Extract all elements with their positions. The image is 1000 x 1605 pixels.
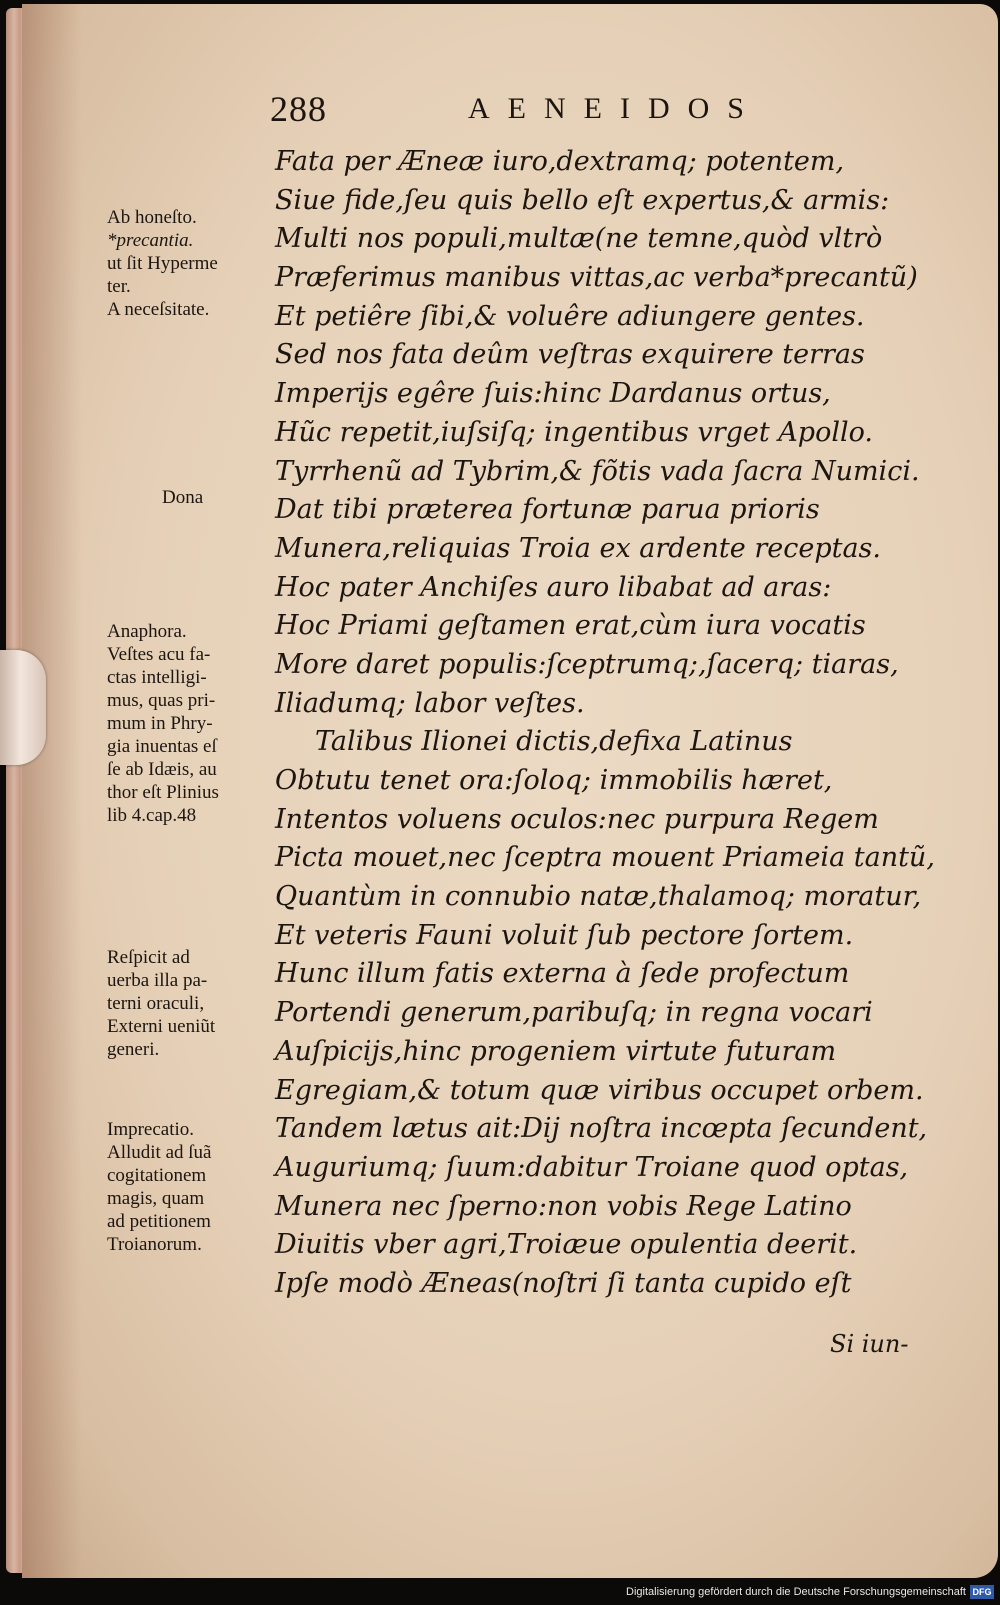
catchword: Si iun- bbox=[830, 1330, 909, 1358]
verse-line: Intentos voluens oculos:nec purpura Regem bbox=[275, 803, 879, 835]
verse-line: Munera nec ſperno:non vobis Rege Latino bbox=[275, 1190, 852, 1222]
verse-line: Quantùm in connubio natæ,thalamoq; moratur, bbox=[275, 881, 922, 913]
margin-note-line: cogitationem bbox=[107, 1165, 207, 1186]
verse-line: Imperijs egêre ſuis:hinc Dardanus ortus, bbox=[275, 378, 831, 410]
verse-line: Obtutu tenet ora:ſoloq; immobilis hæret, bbox=[275, 765, 833, 796]
margin-note-line: Veſtes acu fa- bbox=[107, 644, 211, 665]
margin-note-anaphora bbox=[107, 620, 275, 827]
verse-line: Auguriumq; ſuum:dabitur Troiane quod optas, bbox=[275, 1151, 909, 1183]
verse-line: Hũc repetit,iuſsiſq; ingentibus vrget Apollo. bbox=[275, 416, 873, 448]
page-number: 288 bbox=[270, 89, 327, 129]
verse-line: Multi nos populi,multæ(ne temne,quòd vltrò bbox=[275, 223, 883, 255]
margin-note-line: terni oraculi, bbox=[107, 993, 205, 1014]
margin-note-line: Ab honeſto. bbox=[107, 207, 197, 228]
margin-note-line: Troianorum. bbox=[107, 1234, 202, 1255]
verse-line: Diuitis vber agri,Troiæue opulentia deerit. bbox=[275, 1229, 858, 1261]
running-head bbox=[270, 88, 810, 134]
verse-line: Et veteris Fauni voluit ſub pectore ſortem. bbox=[275, 919, 854, 951]
margin-note-line: gia inuentas eſ bbox=[107, 736, 217, 757]
margin-note-dona bbox=[162, 486, 330, 509]
verse-line: Ipſe modò Æneas(noſtri ſi tanta cupido eſt bbox=[275, 1267, 852, 1299]
verse-line: Hoc pater Anchiſes auro libabat ad aras: bbox=[275, 571, 832, 603]
margin-note-line: lib 4.cap.48 bbox=[107, 805, 197, 826]
margin-note-line: ctas intelligi- bbox=[107, 667, 207, 688]
book-clasp bbox=[0, 650, 46, 765]
verse-line: More daret populis:ſceptrumq;,ſacerq; tiaras, bbox=[275, 648, 899, 680]
margin-note-line: ut ſit Hyperme bbox=[107, 253, 218, 274]
verse-line: Picta mouet,nec ſceptra mouent Priameia tantũ, bbox=[275, 842, 935, 874]
verse-line: Auſpicijs,hinc progeniem virtute futuram bbox=[275, 1035, 837, 1067]
margin-note-imprecatio bbox=[107, 1118, 275, 1256]
verse-line: Talibus Ilionei dictis,defixa Latinus bbox=[315, 726, 793, 758]
margin-note-line: thor eſt Plinius bbox=[107, 782, 219, 803]
margin-note-line: ſe ab Idæis, au bbox=[107, 759, 217, 780]
margin-note-respicit bbox=[107, 946, 275, 1061]
verse-line: Tyrrhenũ ad Tybrim,& fõtis vada ſacra Numici. bbox=[275, 455, 920, 487]
margin-note-ab-honesto bbox=[107, 206, 275, 321]
margin-note-line: Anaphora. bbox=[107, 621, 187, 642]
verse-line: Sed nos fata deûm veſtras exquirere terras bbox=[275, 339, 865, 371]
margin-note-line: magis, quam bbox=[107, 1188, 205, 1209]
verse-line: Et petiêre ſibi,& voluêre adiungere gentes. bbox=[275, 300, 865, 332]
digitization-footer bbox=[0, 1580, 1000, 1605]
margin-note-line: ad petitionem bbox=[107, 1211, 211, 1232]
margin-note-line: Dona bbox=[162, 487, 204, 508]
margin-note-line: ter. bbox=[107, 276, 131, 297]
verse-line: Munera,reliquias Troia ex ardente receptas. bbox=[275, 532, 881, 564]
margin-note-line: Alludit ad ſuã bbox=[107, 1142, 212, 1163]
verse-text bbox=[275, 143, 955, 1304]
margin-note-line: A neceſsitate. bbox=[107, 299, 210, 320]
verse-line: Siue fide,ſeu quis bello eſt expertus,& armis: bbox=[275, 184, 890, 216]
verse-line: Tandem lætus ait:Dij noſtra incœpta ſecundent, bbox=[275, 1113, 928, 1145]
margin-note-line: Reſpicit ad bbox=[107, 947, 190, 968]
verse-line: Fata per Æneæ iuro,dextramq; potentem, bbox=[275, 146, 845, 177]
verse-line: Hunc illum fatis externa à ſede profectum bbox=[275, 958, 850, 990]
margin-note-line: Externi ueniũt bbox=[107, 1016, 216, 1037]
verse-line: Præferimus manibus vittas,ac verba*precantũ) bbox=[275, 262, 918, 294]
verse-line: Dat tibi præterea fortunæ parua prioris bbox=[275, 494, 820, 526]
verse-line: Portendi generum,paribuſq; in regna vocari bbox=[275, 997, 873, 1029]
dfg-logo: DFG bbox=[970, 1585, 994, 1599]
verse-line: Egregiam,& totum quæ viribus occupet orbem. bbox=[275, 1074, 924, 1106]
margin-note-line: *precantia. bbox=[107, 230, 194, 251]
margin-note-line: mum in Phry- bbox=[107, 713, 213, 734]
margin-note-line: generi. bbox=[107, 1039, 160, 1060]
margin-note-line: uerba illa pa- bbox=[107, 970, 208, 991]
funding-credit: Digitalisierung gefördert durch die Deutsche Forschungsgemeinschaft bbox=[626, 1586, 966, 1598]
running-title: AENEIDOS bbox=[468, 92, 762, 125]
margin-note-line: Imprecatio. bbox=[107, 1119, 195, 1140]
verse-line: Hoc Priami geſtamen erat,cùm iura vocatis bbox=[275, 610, 866, 642]
verse-line: Iliadumq; labor veſtes. bbox=[275, 687, 585, 719]
margin-note-line: mus, quas pri- bbox=[107, 690, 216, 711]
